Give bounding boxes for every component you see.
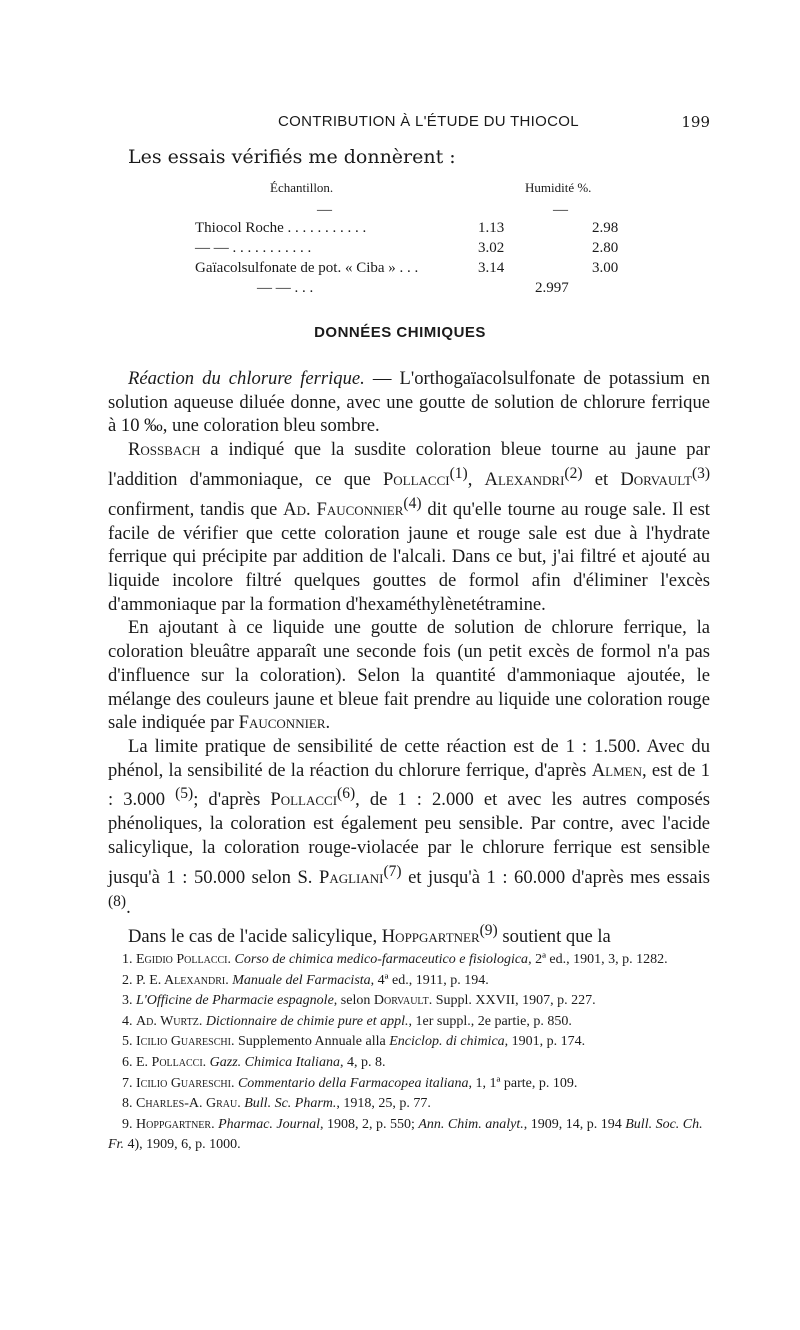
footnote	[108, 1115, 710, 1156]
text-run: ; d'après	[193, 789, 271, 811]
footnote-ref: (1)	[449, 464, 468, 482]
row-value: 1.13	[478, 220, 505, 236]
footnote-number: 9.	[122, 1116, 136, 1132]
text-run: 4), 1909, 6, p. 1000.	[123, 1137, 241, 1153]
text-run: .	[230, 1075, 238, 1091]
table-row	[195, 240, 625, 260]
body-text	[108, 367, 710, 949]
text-run: .	[225, 972, 233, 988]
paragraph-heading: Réaction du chlorure ferrique.	[128, 368, 365, 389]
text-run: .	[237, 1096, 245, 1112]
text-run: , 1918, 25, p. 77.	[336, 1096, 431, 1112]
work-title: Ann. Chim. analyt.	[418, 1116, 524, 1132]
text-run: , 1908, 2, p. 550;	[319, 1116, 419, 1132]
row-label: Gaïacolsulfonate de pot. « Ciba » . . .	[195, 260, 419, 276]
work-title: Enciclop. di chimica	[389, 1034, 505, 1050]
author-name: P. E. Alexandri	[136, 972, 226, 988]
footnote-number: 7.	[122, 1075, 136, 1091]
text-run: a indiqué que la susdite coloration bleue tourne au jaune par l'addition d'ammoniaque, ce que	[108, 439, 710, 490]
work-title: Bull. Sc. Pharm.	[244, 1096, 337, 1112]
author-name: Pagliani	[318, 866, 384, 888]
author-name: Pollacci	[270, 789, 338, 811]
running-head	[108, 113, 710, 133]
work-title: L'Officine de Pharmacie espagnole	[136, 993, 334, 1009]
row-label: — — . . .	[257, 280, 314, 296]
paragraph	[108, 735, 710, 919]
row-value: 3.00	[592, 260, 619, 276]
text-run: .	[126, 896, 131, 918]
author-name: Icilio Guareschi	[136, 1075, 231, 1091]
text-run: , 1er suppl., 2e partie, p. 850.	[408, 1013, 572, 1029]
text-run: , 1909, 14, p. 194	[523, 1116, 626, 1132]
intro-sentence: Les essais vérifiés me donnèrent :	[128, 146, 456, 168]
column-header-humidity: Humidité %.	[525, 180, 592, 195]
paragraph	[108, 438, 710, 616]
text-run: , selon	[333, 993, 374, 1009]
row-value: 2.997	[535, 280, 569, 296]
table-row	[195, 260, 625, 280]
work-title: Corso de chimica medico-farmaceutico e fisiologica	[234, 952, 529, 967]
work-title: Bull. Soc. Ch. Fr.	[108, 1116, 703, 1153]
work-title: Dictionnaire de chimie pure et appl.	[205, 1013, 409, 1029]
row-value: 3.14	[478, 260, 505, 276]
footnote	[108, 991, 710, 1012]
footnote-number: 3.	[122, 993, 136, 1009]
row-value: 2.98	[592, 220, 619, 236]
text-run: Dans le cas de l'acide salicylique,	[128, 926, 382, 948]
paragraph	[108, 919, 710, 949]
dash: —	[553, 202, 568, 218]
table-header	[195, 180, 625, 202]
footnote-ref: (7)	[383, 862, 402, 880]
footnote-ref: (2)	[564, 464, 583, 482]
footnotes	[108, 950, 710, 1156]
footnote-number: 5.	[122, 1034, 136, 1050]
text-run: En ajoutant à ce liquide une goutte de solution de chlorure ferrique, la coloration bleuâtre apparaît une seconde fois (un petit excès de formol n'a pas d'influence sur la coloration). Selon la quantité d'ammoniaque ajoutée, le mélange des couleurs jaune et bleue fait prendre au liquide une coloration rouge sale indiquée par	[108, 617, 710, 734]
author-name: Dorvault	[620, 469, 692, 490]
row-value: 3.02	[478, 240, 505, 256]
author-name: Rossbach	[128, 439, 201, 461]
text-run: , 4, p. 8.	[339, 1054, 386, 1070]
text-run: .	[325, 712, 331, 734]
footnote-number: 4.	[122, 1013, 136, 1029]
footnote-number: 6.	[122, 1054, 136, 1070]
footnote	[108, 1053, 710, 1074]
footnote	[108, 950, 710, 971]
author-name: Ad. Fauconnier	[283, 498, 404, 520]
row-value: 2.80	[592, 240, 619, 256]
text-run: .	[202, 1054, 210, 1070]
footnote-ref: (8)	[108, 892, 127, 910]
work-title: Manuale del Farmacista	[232, 972, 371, 988]
author-name: Almen	[591, 759, 642, 781]
text-run: , de 1 : 2.000 et avec les autres composés phénoliques, la coloration est également peu sensible. Par contre, avec l'acide salicylique, la coloration rouge-violacée par le chlorure ferrique est sensible jusqu'à 1 : 50.000 selon S.	[108, 789, 710, 888]
humidity-table	[195, 180, 625, 300]
table-row	[195, 220, 625, 240]
author-name: Egidio Pollacci	[136, 952, 228, 967]
dash: —	[317, 202, 332, 218]
text-run: soutient que la	[497, 926, 611, 948]
author-name: Charles-A. Grau	[136, 1096, 238, 1112]
text-run: dit qu'elle tourne au rouge sale. Il est facile de vérifier que cette coloration jaune et rouge sale est due à l'hydrate ferrique qui précipite par addition de l'alcali. Dans ce but, j'ai filtré et ajouté au liquide incolore filtré quelques gouttes de formol afin d'éliminer l'excès d'ammoniaque par la formation d'hexaméthylènetétramine.	[108, 498, 710, 615]
footnote	[108, 1094, 710, 1115]
text-run: La limite pratique de sensibilité de cette réaction est de 1 : 1.500. Avec du phénol, la sensibilité de la réaction du chlorure ferrique, d'après	[108, 735, 710, 781]
paragraph	[108, 367, 710, 438]
footnote-ref: (6)	[337, 785, 356, 803]
footnote	[108, 1032, 710, 1053]
paragraph	[108, 616, 710, 735]
text-run: — L'orthogaïacolsulfonate de potassium en solution aqueuse diluée donne, avec une goutte de solution de chlorure ferrique à 10 ‰, une coloration bleu sombre.	[108, 368, 710, 437]
row-label: Thiocol Roche . . . . . . . . . . .	[195, 220, 367, 236]
author-name: Dorvault	[373, 993, 429, 1009]
page-number: 199	[681, 113, 710, 131]
footnote	[108, 971, 710, 992]
footnote-number: 2.	[122, 972, 136, 988]
text-run: . Supplemento Annuale alla	[230, 1034, 390, 1050]
work-title: Gazz. Chimica Italiana	[209, 1054, 340, 1070]
text-run: , 1901, p. 174.	[504, 1034, 586, 1050]
running-title: CONTRIBUTION À L'ÉTUDE DU THIOCOL	[278, 113, 579, 130]
row-label: — — . . . . . . . . . . .	[195, 240, 312, 256]
table-header-dashes	[195, 202, 625, 220]
author-name: Pollacci	[382, 469, 450, 490]
footnote-ref: (3)	[691, 464, 711, 482]
section-title: DONNÉES CHIMIQUES	[314, 324, 486, 341]
footnote	[108, 1074, 710, 1095]
text-run: ,	[467, 469, 485, 490]
text-run: , 1, 1ª parte, p. 109.	[468, 1075, 578, 1091]
text-run: .	[227, 952, 235, 967]
text-run: , est de 1 : 3.000	[108, 759, 710, 811]
text-run: , 2ª ed., 1901, 3, p. 1282.	[528, 952, 668, 967]
work-title: Commentario della Farmacopea italiana	[237, 1075, 469, 1091]
text-run: et	[582, 469, 621, 490]
footnote-number: 1.	[122, 952, 136, 967]
text-run: , 4ª ed., 1911, p. 194.	[370, 972, 489, 988]
footnote-ref: (5)	[175, 785, 194, 803]
author-name: Icilio Guareschi	[136, 1034, 231, 1050]
footnote-ref: (9)	[479, 922, 498, 940]
footnote-ref: (4)	[403, 494, 422, 512]
text-run: confirment, tandis que	[108, 498, 284, 520]
author-name: Fauconnier	[238, 712, 326, 734]
work-title: Pharmac. Journal	[218, 1116, 320, 1132]
text-run: . Suppl. XXVII, 1907, p. 227.	[428, 993, 596, 1009]
author-name: Hoppgartner	[381, 926, 480, 948]
column-header-sample: Échantillon.	[270, 180, 334, 195]
footnote	[108, 1012, 710, 1033]
footnote-number: 8.	[122, 1096, 136, 1112]
table-row	[195, 280, 625, 300]
text-run: .	[211, 1116, 219, 1132]
author-name: Hoppgartner	[136, 1116, 212, 1132]
author-name: Alexandri	[484, 469, 565, 490]
text-run: et jusqu'à 1 : 60.000 d'après mes essais	[401, 866, 711, 888]
author-name: E. Pollacci	[136, 1054, 203, 1070]
author-name: Ad. Wurtz	[136, 1013, 199, 1029]
text-run: .	[198, 1013, 206, 1029]
